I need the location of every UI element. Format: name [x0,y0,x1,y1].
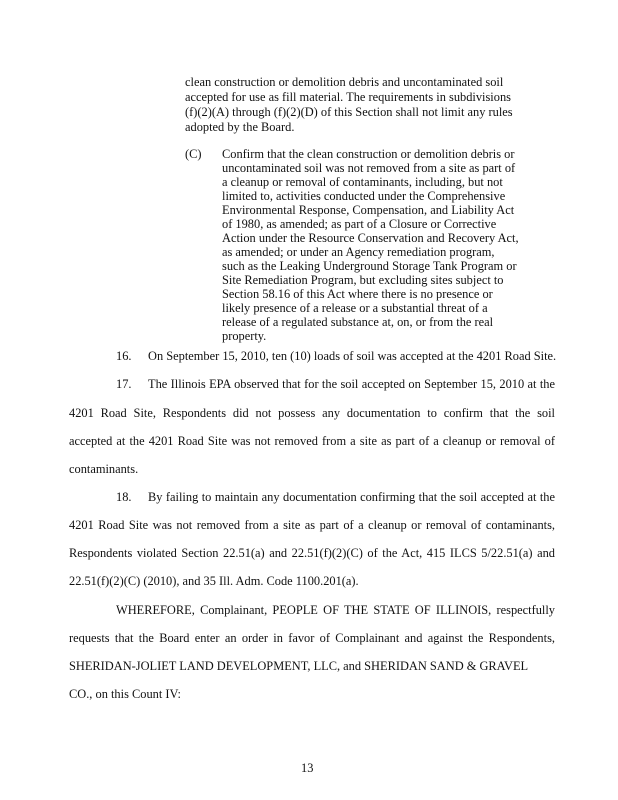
text-line: property. [222,329,267,343]
page-number: 13 [301,761,314,775]
text-line: Section 58.16 of this Act where there is no presence or [222,287,493,301]
text-line: as amended; or under an Agency remediation program, [222,245,495,259]
text-line: such as the Leaking Underground Storage Tank Program or [222,259,517,273]
text-line: likely presence of a release or a substantial threat of a [222,301,488,315]
item-label: (C) [185,147,202,161]
text-line: accepted for use as fill material. The requirements in subdivisions [185,90,511,104]
text-line: 22.51(f)(2)(C) (2010), and 35 Ill. Adm. Code 1100.201(a). [69,574,359,588]
text-line: limited to, activities conducted under the Comprehensive [222,189,506,203]
text-line: requests that the Board enter an order in favor of Complainant and against the Respondents, [69,631,555,645]
text-line: 4201 Road Site, Respondents did not possess any documentation to confirm that the soil [69,406,555,420]
text-line: of 1980, as amended; as part of a Closure or Corrective [222,217,497,231]
text-line: 4201 Road Site was not removed from a site as part of a cleanup or removal of contaminants, [69,518,555,532]
text-line: SHERIDAN-JOLIET LAND DEVELOPMENT, LLC, and SHERIDAN SAND & GRAVEL [69,659,529,673]
text-line: Confirm that the clean construction or demolition debris or [222,147,515,161]
paragraph-number: 17. [116,377,132,391]
text-line: uncontaminated soil was not removed from a site as part of [222,161,516,175]
text-line: clean construction or demolition debris and uncontaminated soil [185,75,504,89]
text-line: On September 15, 2010, ten (10) loads of soil was accepted at the 4201 Road Site. [148,349,557,363]
text-line: Site Remediation Program, but excluding sites subject to [222,273,504,287]
text-line: release of a regulated substance at, on, or from the real [222,315,494,329]
text-line: a cleanup or removal of contaminants, including, but not [222,175,503,189]
text-line: The Illinois EPA observed that for the soil accepted on September 15, 2010 at the [148,377,555,391]
paragraph-number: 18. [116,490,132,504]
text-line: Action under the Resource Conservation and Recovery Act, [222,231,519,245]
text-line: WHEREFORE, Complainant, PEOPLE OF THE STATE OF ILLINOIS, respectfully [116,603,555,617]
text-line: Environmental Response, Compensation, and Liability Act [222,203,515,217]
text-line: Respondents violated Section 22.51(a) and 22.51(f)(2)(C) of the Act, 415 ILCS 5/22.51(a) and [69,546,555,560]
text-line: CO., on this Count IV: [69,687,181,701]
text-line: contaminants. [69,462,139,476]
text-line: adopted by the Board. [185,120,295,134]
text-line: (f)(2)(A) through (f)(2)(D) of this Section shall not limit any rules [185,105,513,119]
text-line: By failing to maintain any documentation confirming that the soil accepted at the [148,490,555,504]
paragraph-number: 16. [116,349,132,363]
text-line: accepted at the 4201 Road Site was not removed from a site as part of a cleanup or removal of [69,434,555,448]
